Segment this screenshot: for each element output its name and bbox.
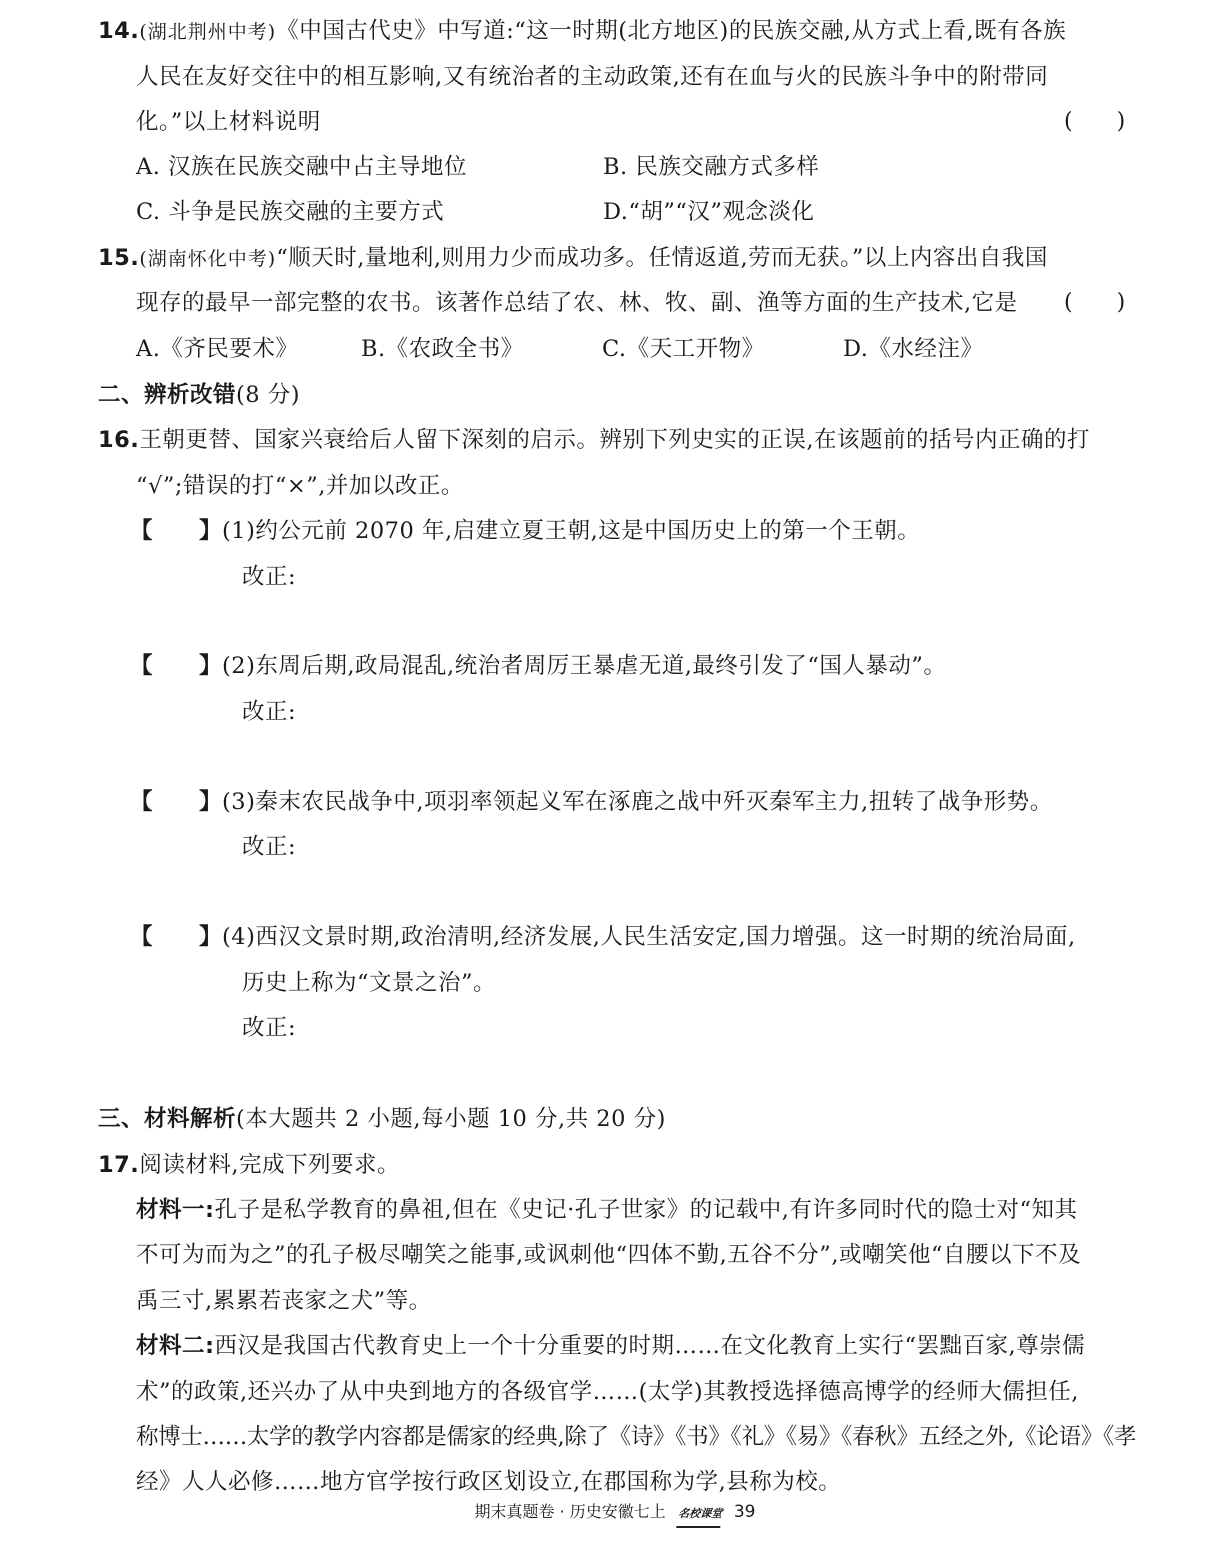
section-3-note: (本大题共 2 小题,每小题 10 分,共 20 分) [236, 1106, 666, 1132]
q16-item-1-correction[interactable]: 改正: [242, 564, 297, 590]
section-2-heading [98, 380, 300, 410]
q14-option-a: A. 汉族在民族交融中占主导地位 [136, 154, 468, 180]
q15-answer-paren[interactable]: ( ) [1064, 290, 1126, 315]
page-number: 39 [733, 1502, 756, 1522]
q14-line1 [98, 16, 1066, 47]
q15-number: 15. [98, 245, 140, 271]
q15-source: (湖南怀化中考) [139, 248, 277, 270]
q15-option-c: C.《天工开物》 [602, 336, 765, 362]
material-2-line3: 称博士……太学的教学内容都是儒家的经典,除了《诗》《书》《礼》《易》《春秋》五经之外,《论语》《孝 [136, 1424, 1137, 1450]
q14-text-1: 《中国古代史》中写道:“这一时期(北方地区)的民族交融,从方式上看,既有各族 [276, 18, 1067, 44]
q16-line1 [98, 425, 1090, 455]
material-2-text-1: 西汉是我国古代教育史上一个十分重要的时期……在文化教育上实行“罢黜百家,尊崇儒 [214, 1333, 1086, 1359]
material-2-label: 材料二: [136, 1333, 215, 1359]
q16-item-4-bracket[interactable]: 【 】 [130, 924, 223, 950]
q17-line1 [98, 1150, 400, 1180]
material-1-label: 材料一: [136, 1197, 215, 1223]
q15-option-a: A.《齐民要术》 [136, 336, 299, 362]
material-2-line1 [136, 1331, 1085, 1361]
material-2-line4: 经》人人必修……地方官学按行政区划设立,在郡国称为学,县称为校。 [136, 1469, 842, 1495]
q14-source: (湖北荆州中考) [139, 21, 277, 43]
section-2-note: (8 分) [236, 382, 301, 408]
q16-item-4-text: (4)西汉文景时期,政治清明,经济发展,人民生活安定,国力增强。这一时期的统治局面, [222, 924, 1076, 950]
q14-option-c: C. 斗争是民族交融的主要方式 [136, 199, 445, 225]
publisher-logo: 名校课堂 [676, 1502, 724, 1528]
material-1-line3: 禹三寸,累累若丧家之犬”等。 [136, 1288, 432, 1314]
q16-number: 16. [98, 427, 140, 453]
q16-item-4 [130, 922, 1076, 952]
q15-line1 [98, 243, 1048, 274]
section-3-title: 三、材料解析 [98, 1106, 237, 1132]
q17-intro: 阅读材料,完成下列要求。 [139, 1152, 401, 1178]
q17-number: 17. [98, 1152, 140, 1178]
material-1-line1 [136, 1195, 1077, 1225]
q16-text-1: 王朝更替、国家兴衰给后人留下深刻的启示。辨别下列史实的正误,在该题前的括号内正确的打 [139, 427, 1091, 453]
q16-item-4-correction[interactable]: 改正: [242, 1015, 297, 1041]
q16-item-1 [130, 516, 920, 546]
q16-item-2-bracket[interactable]: 【 】 [130, 653, 223, 679]
q16-line2: “√”;错误的打“×”,并加以改正。 [136, 473, 464, 499]
q16-item-4-text-2: 历史上称为“文景之治”。 [242, 970, 497, 996]
q14-line3: 化。”以上材料说明 [136, 109, 321, 135]
q15-line2: 现存的最早一部完整的农书。该著作总结了农、林、牧、副、渔等方面的生产技术,它是 [136, 290, 1018, 316]
q14-option-b: B. 民族交融方式多样 [603, 154, 820, 180]
footer-title: 期末真题卷 · 历史安徽七上 [474, 1502, 666, 1521]
section-3-heading [98, 1104, 666, 1134]
q16-item-3-bracket[interactable]: 【 】 [130, 789, 223, 815]
q14-option-d: D.“胡”“汉”观念淡化 [603, 199, 815, 225]
q16-item-2-correction[interactable]: 改正: [242, 699, 297, 725]
page-footer [0, 1500, 1230, 1528]
q14-line2: 人民在友好交往中的相互影响,又有统治者的主动政策,还有在血与火的民族斗争中的附带同 [136, 64, 1049, 90]
q16-item-3-text: (3)秦末农民战争中,项羽率领起义军在涿鹿之战中歼灭秦军主力,扭转了战争形势。 [222, 789, 1053, 815]
section-2-title: 二、辨析改错 [98, 382, 237, 408]
q15-option-b: B.《农政全书》 [361, 336, 524, 362]
q15-option-d: D.《水经注》 [843, 336, 984, 362]
q14-answer-paren[interactable]: ( ) [1064, 109, 1126, 134]
material-1-text-1: 孔子是私学教育的鼻祖,但在《史记·孔子世家》的记载中,有许多同时代的隐士对“知其 [214, 1197, 1078, 1223]
q15-text-1: “顺天时,量地利,则用力少而成功多。任情返道,劳而无获。”以上内容出自我国 [276, 245, 1048, 271]
q16-item-2-text: (2)东周后期,政局混乱,统治者周厉王暴虐无道,最终引发了“国人暴动”。 [222, 653, 947, 679]
q16-item-2 [130, 651, 946, 681]
q16-item-1-text: (1)约公元前 2070 年,启建立夏王朝,这是中国历史上的第一个王朝。 [222, 518, 921, 544]
q16-item-1-bracket[interactable]: 【 】 [130, 518, 223, 544]
material-1-line2: 不可为而为之”的孔子极尽嘲笑之能事,或讽刺他“四体不勤,五谷不分”,或嘲笑他“自腰以下不及 [136, 1242, 1081, 1268]
q16-item-3 [130, 787, 1053, 817]
q16-item-3-correction[interactable]: 改正: [242, 834, 297, 860]
material-2-line2: 术”的政策,还兴办了从中央到地方的各级官学……(太学)其教授选择德高博学的经师大儒担任, [136, 1379, 1079, 1405]
q14-number: 14. [98, 18, 140, 44]
